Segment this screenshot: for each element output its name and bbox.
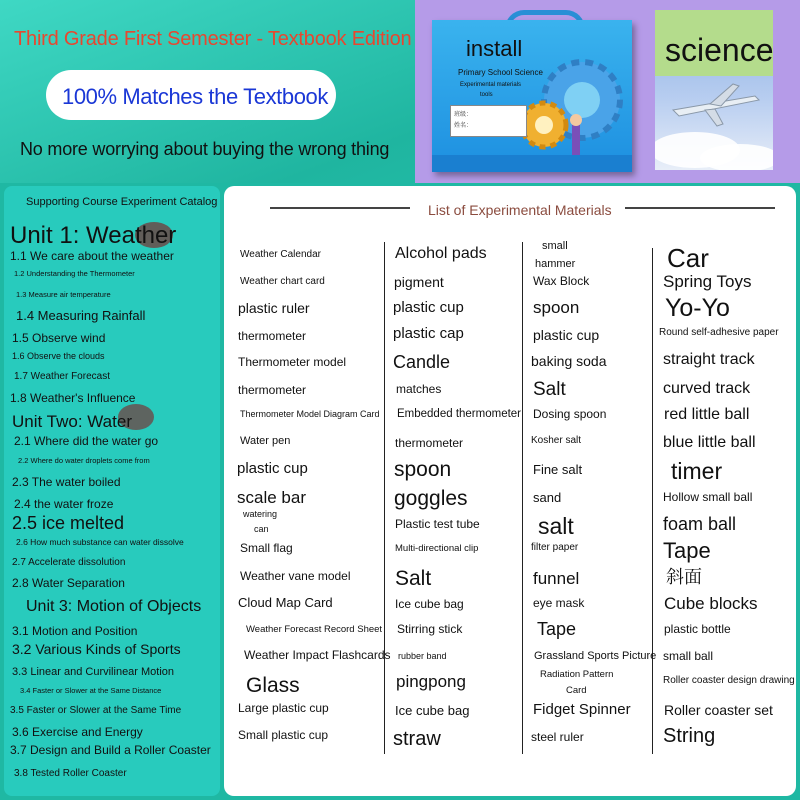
lesson-3-1: 3.1 Motion and Position [12,624,138,638]
material-item: Candle [393,352,451,372]
material-item: Alcohol pads [395,245,487,262]
product-box-image [432,20,632,172]
material-item: small [542,240,568,252]
material-item: plastic ruler [238,300,310,316]
material-item: Weather vane model [240,569,351,583]
material-item: goggles [394,487,468,510]
banner-title: Third Grade First Semester - Textbook Edition [14,28,412,50]
materials-title: List of Experimental Materials [428,202,612,218]
material-item: Cloud Map Card [238,595,333,610]
material-item: Thermometer model [238,355,347,369]
lesson-2-5: 2.5 ice melted [12,513,125,533]
material-item: filter paper [531,542,579,553]
material-item: Tape [663,538,711,563]
material-item: Small plastic cup [238,728,329,742]
column-divider [652,248,653,754]
material-item: String [663,725,716,747]
material-item: Glass [246,674,300,697]
lesson-3-5: 3.5 Faster or Slower at the Same Time [10,705,182,716]
material-item: matches [396,382,442,396]
material-item: curved track [663,380,751,397]
lesson-3-4: 3.4 Faster or Slower at the Same Distance [20,686,162,695]
material-item: funnel [533,569,580,588]
material-item: Hollow small ball [663,490,753,504]
material-item: pingpong [396,672,466,691]
material-item: Round self-adhesive paper [659,327,779,338]
material-item: small ball [663,649,714,663]
box-line-1: Primary School Science [458,68,543,77]
material-item: Salt [395,567,432,590]
lesson-2-4: 2.4 the water froze [14,497,114,511]
material-item: Water pen [240,435,291,447]
material-item: Small flag [240,541,293,555]
material-item: straight track [663,351,755,368]
material-item: Dosing spoon [533,407,607,421]
unit-1-heading: Unit 1: Weather [10,222,177,249]
material-item: Fidget Spinner [533,701,631,718]
lesson-1-3: 1.3 Measure air temperature [16,290,111,299]
gears-illustration [432,20,632,172]
material-item: plastic cup [533,327,600,343]
material-item: plastic cup [237,460,308,477]
material-item: pigment [394,274,444,290]
material-item: Weather chart card [240,276,325,287]
material-item: thermometer [238,329,307,343]
catalog-heading: Supporting Course Experiment Catalog [26,196,218,208]
lesson-3-2: 3.2 Various Kinds of Sports [12,641,181,657]
material-item: plastic bottle [664,622,731,636]
material-item: Large plastic cup [238,701,329,715]
material-item: Tape [537,619,577,639]
box-card-line-1: 班级： [454,112,473,118]
unit-3-heading: Unit 3: Motion of Objects [26,598,202,615]
lesson-2-6: 2.6 How much substance can water dissolve [16,537,184,547]
lesson-1-7: 1.7 Weather Forecast [14,371,110,382]
material-item: Salt [533,379,566,400]
lesson-3-6: 3.6 Exercise and Energy [12,725,143,739]
material-item: eye mask [533,596,585,610]
lesson-1-2: 1.2 Understanding the Thermometer [14,269,135,278]
material-item: rubber band [398,651,447,661]
material-item: Embedded thermometer [397,408,522,420]
box-line-3: tools [480,92,493,98]
material-item: Plastic test tube [395,517,480,531]
material-item: Ice cube bag [395,597,464,611]
material-item: Yo-Yo [665,294,730,322]
material-item: salt [538,513,574,539]
material-item: Grassland Sports Picture [534,650,657,662]
box-card-line-2: 姓名： [454,123,473,129]
material-item: can [254,524,269,534]
material-item: hammer [535,258,576,270]
lesson-2-3: 2.3 The water boiled [12,475,121,489]
tagline: No more worrying about buying the wrong thing [20,139,390,159]
material-item: watering [243,509,278,519]
title-rule-right [625,207,775,209]
science-title: science [665,32,774,68]
material-item: straw [393,728,441,750]
lesson-2-2: 2.2 Where do water droplets come from [18,456,150,465]
material-item: foam ball [663,514,737,534]
lesson-1-6: 1.6 Observe the clouds [12,351,105,361]
lesson-3-8: 3.8 Tested Roller Coaster [14,768,127,779]
box-line-2: Experimental materials [460,82,522,88]
box-title: install [466,36,523,61]
unit-2-heading: Unit Two: Water [12,412,132,431]
material-item: plastic cap [393,325,464,342]
material-item: steel ruler [531,730,584,744]
lesson-2-8: 2.8 Water Separation [12,576,125,590]
material-item: Stirring stick [397,622,463,636]
material-item: Roller coaster set [664,702,773,718]
material-item: Spring Toys [663,272,752,291]
lesson-3-7: 3.7 Design and Build a Roller Coaster [10,743,211,757]
material-item: spoon [394,458,452,481]
material-item: Radiation Pattern [540,669,614,680]
lesson-2-1: 2.1 Where did the water go [14,434,159,448]
material-item: thermometer [238,383,307,397]
lesson-1-4: 1.4 Measuring Rainfall [16,308,146,323]
lesson-3-3: 3.3 Linear and Curvilinear Motion [12,666,175,678]
material-item: Wax Block [533,274,590,288]
material-item: Fine salt [533,462,583,477]
column-divider [522,242,523,754]
material-item: Ice cube bag [395,703,470,718]
material-item: Multi-directional clip [395,543,479,554]
material-item: baking soda [531,353,607,369]
lesson-2-7: 2.7 Accelerate dissolution [12,557,126,568]
badge-text: 100% Matches the Textbook [62,84,328,109]
material-item: Roller coaster design drawing [663,675,795,686]
material-item: Card [566,685,587,696]
material-item: sand [533,490,562,505]
material-item: spoon [533,298,580,317]
material-item: Weather Forecast Record Sheet [246,624,383,635]
material-item: 斜面 [666,567,702,587]
material-item: Weather Impact Flashcards [244,648,391,662]
material-item: plastic cup [393,299,464,316]
material-item: Cube blocks [664,594,758,613]
material-item: timer [671,458,723,484]
material-item: red little ball [664,406,750,423]
lesson-1-1: 1.1 We care about the weather [10,249,174,263]
lesson-1-8: 1.8 Weather's Influence [10,391,136,405]
lesson-1-5: 1.5 Observe wind [12,331,106,345]
material-item: Weather Calendar [240,249,321,260]
title-rule-left [270,207,410,209]
material-item: Kosher salt [531,435,582,446]
material-item: Car [667,243,709,273]
material-item: Thermometer Model Diagram Card [240,409,380,419]
material-item: scale bar [237,488,306,507]
material-item: thermometer [395,436,464,450]
column-divider [384,242,385,754]
material-item: blue little ball [663,434,756,451]
